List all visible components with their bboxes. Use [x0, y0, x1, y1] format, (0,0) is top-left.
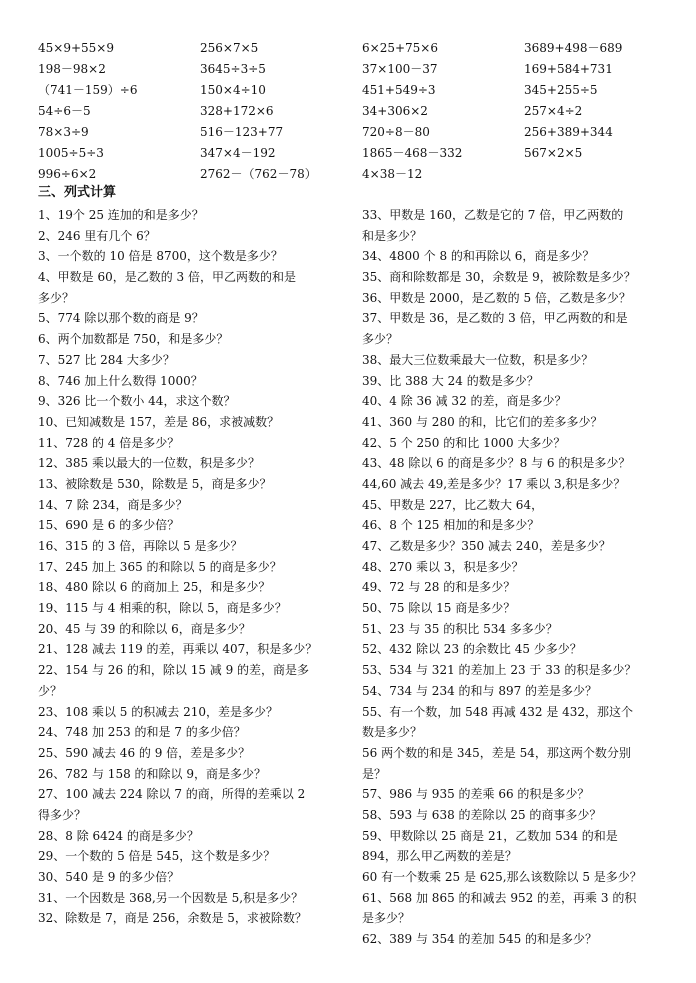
- problem-line: 21、128 减去 119 的差，再乘以 407，积是多少？: [38, 642, 318, 657]
- word-problems-left-column: [38, 205, 338, 929]
- problem-line: 55、有一个数，加 548 再减 432 是 432，那这个: [362, 704, 634, 719]
- calc-expression: 996÷6×2: [38, 167, 97, 181]
- calc-expression: 37×100－37: [362, 62, 438, 76]
- problem-line: 43、48 除以 6 的商是多少？8 与 6 的积是多少？: [362, 456, 631, 471]
- word-problems-right-column: [362, 205, 662, 950]
- problem-line: 62、389 与 354 的差加 545 的和是多少？: [362, 932, 598, 947]
- problem-line: 61、568 加 865 的和减去 952 的差，再乘 3 的积: [362, 890, 637, 905]
- problem-line: 60 有一个数乘 25 是 625,那么该数除以 5 是多少？: [362, 870, 642, 884]
- problem-line: 数是多少？: [362, 725, 423, 740]
- problem-line: 7、527 比 284 大多少？: [38, 352, 175, 367]
- problem-line: 6、两个加数都是 750，和是多少？: [38, 332, 229, 347]
- problem-line: 9、326 比一个数小 44，求这个数？: [38, 394, 236, 409]
- problem-line: 41、360 与 280 的和，比它们的差多多少？: [362, 414, 603, 429]
- calc-row: [0, 143, 696, 164]
- problem-line: 10、已知减数是 157，差是 86，求被减数？: [38, 414, 280, 429]
- problem-line: 22、154 与 26 的和，除以 15 减 9 的差，商是多: [38, 663, 310, 678]
- problem-line: 3、一个数的 10 倍是 8700，这个数是多少？: [38, 249, 283, 264]
- problem-line: 31、一个因数是 368,另一个因数是 5,积是多少？: [38, 890, 304, 905]
- problem-line: 894，那么甲乙两数的差是？: [362, 849, 517, 864]
- calc-expression: 1865－468－332: [362, 146, 463, 160]
- calc-expression: 34+306×2: [362, 104, 428, 118]
- calc-expression: 256×7×5: [200, 41, 259, 55]
- calc-row: [0, 38, 696, 59]
- problem-line: 48、270 乘以 3，积是多少？: [362, 559, 524, 574]
- calc-expression: 257×4÷2: [524, 104, 583, 118]
- problem-line: 17、245 加上 365 的和除以 5 的商是多少？: [38, 559, 282, 574]
- problem-line: 40、4 除 36 减 32 的差，商是多少？: [362, 394, 567, 409]
- calc-row: [0, 80, 696, 101]
- problem-line: 28、8 除 6424 的商是多少？: [38, 828, 199, 843]
- problem-line: 57、986 与 935 的差乘 66 的积是多少？: [362, 787, 590, 802]
- problem-line: 多少？: [38, 290, 75, 305]
- problem-line: 46、8 个 125 相加的和是多少？: [362, 518, 540, 533]
- calc-expression: 345+255÷5: [524, 83, 598, 97]
- problem-line: 5、774 除以那个数的商是 9？: [38, 311, 204, 326]
- problem-line: 4、甲数是 60，是乙数的 3 倍，甲乙两数的和是: [38, 270, 296, 285]
- problem-line: 56 两个数的和是 345，差是 54，那这两个数分别: [362, 745, 631, 760]
- problem-line: 20、45 与 39 的和除以 6，商是多少？: [38, 621, 251, 636]
- calc-expression: 3645÷3÷5: [200, 62, 266, 76]
- problem-line: 38、最大三位数乘最大一位数，积是多少？: [362, 352, 594, 367]
- problem-line: 36、甲数是 2000，是乙数的 5 倍，乙数是多少？: [362, 290, 631, 305]
- calc-row: [0, 122, 696, 143]
- calc-row: [0, 101, 696, 122]
- calc-expression: 1005÷5÷3: [38, 146, 104, 160]
- calc-expression: 198－98×2: [38, 62, 106, 76]
- calc-expression: 347×4－192: [200, 146, 276, 160]
- problem-line: 1、19个 25 连加的和是多少？: [38, 208, 204, 222]
- calc-row: [0, 59, 696, 80]
- calc-expression: （741－159）÷6: [38, 83, 138, 97]
- calc-expression: 516－123+77: [200, 125, 284, 139]
- calc-expression: 720÷8－80: [362, 125, 430, 139]
- problem-line: 8、746 加上什么数得 1000？: [38, 373, 203, 388]
- problem-line: 51、23 与 35 的积比 534 多多少？: [362, 621, 558, 636]
- problem-line: 44,60 减去 49,差是多少？17 乘以 3,积是多少？: [362, 476, 626, 491]
- calc-expression: 45×9+55×9: [38, 41, 114, 55]
- problem-line: 多少？: [362, 332, 399, 347]
- calc-expression: 451+549÷3: [362, 83, 436, 97]
- problem-line: 19、115 与 4 相乘的积，除以 5，商是多少？: [38, 601, 287, 616]
- problem-line: 16、315 的 3 倍，再除以 5 是多少？: [38, 539, 243, 553]
- problem-line: 13、被除数是 530，除数是 5，商是多少？: [38, 476, 272, 491]
- calc-row: [0, 164, 696, 185]
- problem-line: 18、480 除以 6 的商加上 25，和是多少？: [38, 580, 271, 595]
- problem-line: 54、734 与 234 的和与 897 的差是多少？: [362, 683, 598, 698]
- problem-line: 47、乙数是多少？350 减去 240，差是多少？: [362, 539, 611, 553]
- problem-line: 25、590 减去 46 的 9 倍，差是多少？: [38, 745, 251, 760]
- problem-line: 12、385 乘以最大的一位数，积是多少？: [38, 456, 260, 471]
- problem-line: 50、75 除以 15 商是多少？: [362, 601, 516, 616]
- problem-line: 53、534 与 321 的差加上 23 于 33 的积是多少？: [362, 663, 637, 678]
- problem-line: 27、100 减去 224 除以 7 的商，所得的差乘以 2: [38, 787, 306, 802]
- problem-line: 42、5 个 250 的和比 1000 大多少？: [362, 435, 566, 450]
- problem-line: 14、7 除 234，商是多少？: [38, 497, 188, 512]
- problem-line: 24、748 加 253 的和是 7 的多少倍？: [38, 725, 246, 740]
- problem-line: 是？: [362, 766, 387, 781]
- problem-line: 29、一个数的 5 倍是 545，这个数是多少？: [38, 849, 276, 864]
- section-title: 三、列式计算: [38, 185, 117, 200]
- problem-line: 37、甲数是 36，是乙数的 3 倍，甲乙两数的和是: [362, 311, 628, 326]
- problem-line: 少？: [38, 683, 63, 698]
- problem-line: 2、246 里有几个 6？: [38, 228, 156, 243]
- problem-line: 得多少？: [38, 807, 87, 822]
- problem-line: 23、108 乘以 5 的积减去 210，差是多少？: [38, 704, 278, 719]
- problem-line: 58、593 与 638 的差除以 25 的商事多少？: [362, 807, 602, 822]
- problem-line: 30、540 是 9 的多少倍？: [38, 870, 180, 884]
- problem-line: 33、甲数是 160，乙数是它的 7 倍，甲乙两数的: [362, 208, 624, 222]
- problem-line: 35、商和除数都是 30，余数是 9，被除数是多少？: [362, 270, 636, 285]
- problem-line: 59、甲数除以 25 商是 21，乙数加 534 的和是: [362, 828, 618, 843]
- calc-expression: 150×4÷10: [200, 83, 266, 97]
- problem-line: 是多少？: [362, 911, 411, 926]
- calc-expression: 78×3÷9: [38, 125, 89, 139]
- calc-expression: 328+172×6: [200, 104, 274, 118]
- problem-line: 52、432 除以 23 的余数比 45 少多少？: [362, 642, 582, 657]
- calculation-grid: [0, 38, 696, 185]
- problem-line: 34、4800 个 8 的和再除以 6，商是多少？: [362, 249, 595, 264]
- calc-expression: 54÷6－5: [38, 104, 91, 118]
- calc-expression: 4×38－12: [362, 167, 423, 181]
- problem-line: 39、比 388 大 24 的数是多少？: [362, 373, 539, 388]
- problem-line: 32、除数是 7，商是 256，余数是 5，求被除数？: [38, 911, 307, 926]
- problem-line: 15、690 是 6 的多少倍？: [38, 518, 180, 533]
- calc-expression: 3689+498－689: [524, 41, 623, 55]
- problem-line: 和是多少？: [362, 228, 423, 243]
- problem-line: 45、甲数是 227，比乙数大 64，: [362, 497, 544, 512]
- calc-expression: 2762－（762－78）: [200, 167, 317, 181]
- calc-expression: 6×25+75×6: [362, 41, 438, 55]
- calc-expression: 169+584+731: [524, 62, 613, 76]
- problem-line: 26、782 与 158 的和除以 9，商是多少？: [38, 766, 266, 781]
- problem-line: 49、72 与 28 的和是多少？: [362, 580, 516, 595]
- problem-line: 11、728 的 4 倍是多少？: [38, 435, 180, 450]
- calc-expression: 256+389+344: [524, 125, 613, 139]
- calc-expression: 567×2×5: [524, 146, 583, 160]
